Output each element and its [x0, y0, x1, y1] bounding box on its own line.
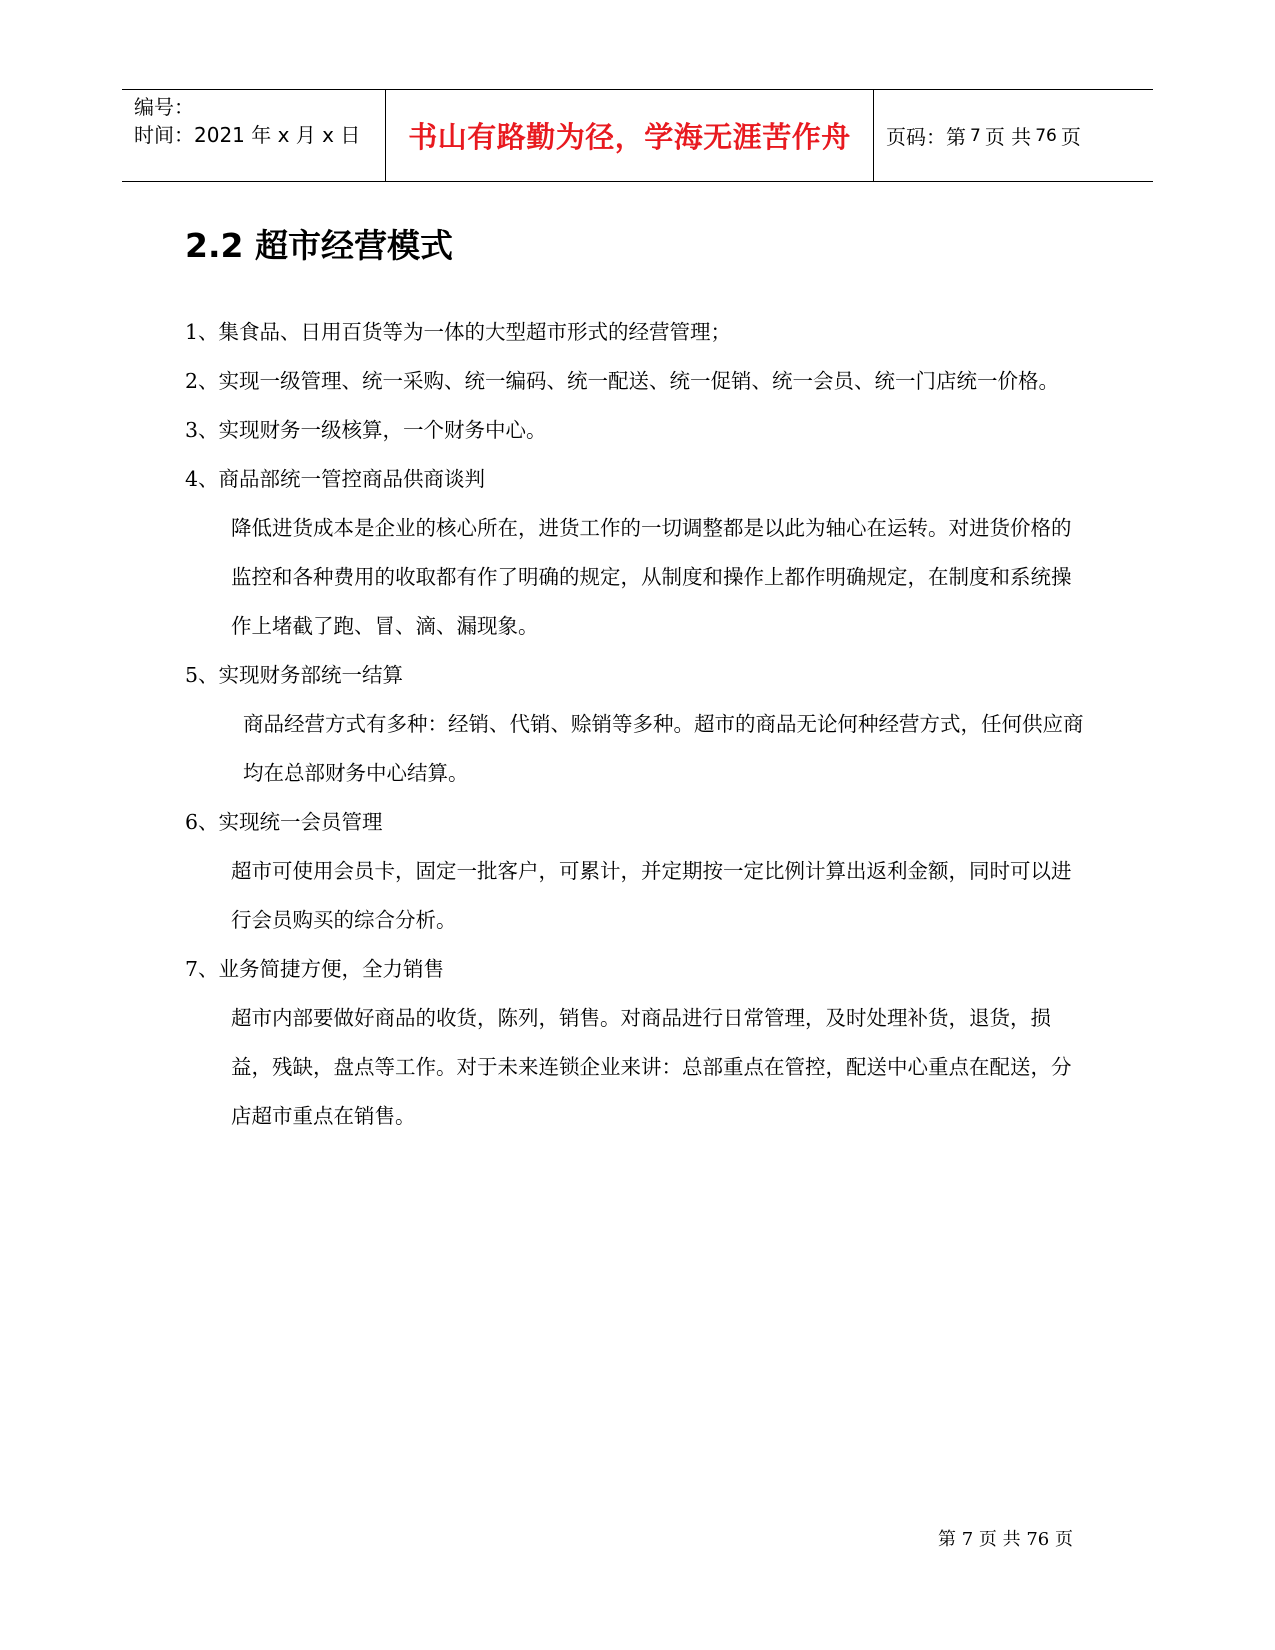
section-title: 2.2 超市经营模式	[185, 226, 453, 265]
header-page-info	[874, 90, 1153, 181]
header-left-cell	[122, 90, 386, 181]
motto: 书山有路勤为径，学海无涯苦作舟	[386, 90, 874, 181]
page-current: 7	[970, 125, 981, 146]
time-label: 时间：2021 年 x 月 x 日	[134, 123, 361, 147]
page-mid: 页 共	[984, 125, 1032, 149]
list-item: 7、业务简捷方便，全力销售	[185, 957, 445, 981]
item-paragraph: 超市可使用会员卡，固定一批客户，可累计，并定期按一定比例计算出返利金额，同时可以进行会员购买的综合分析。	[231, 859, 1072, 932]
section-content	[185, 308, 1090, 1141]
item-paragraph: 降低进货成本是企业的核心所在，进货工作的一切调整都是以此为轴心在运转。对进货价格的监控和各种费用的收取都有作了明确的规定，从制度和操作上都作明确规定，在制度和系统操作上堵截了跑、冒、滴、漏现象。	[231, 516, 1072, 638]
page-suffix: 页	[1060, 125, 1081, 149]
list-item: 3、实现财务一级核算，一个财务中心。	[185, 418, 547, 442]
number-label: 编号：	[134, 95, 194, 119]
list-item: 6、实现统一会员管理	[185, 810, 383, 834]
list-item: 1、集食品、日用百货等为一体的大型超市形式的经营管理；	[185, 320, 732, 344]
page-footer: 第 7 页 共 76 页	[938, 1529, 1073, 1550]
page-header	[122, 89, 1153, 182]
page-prefix: 页码：第	[886, 125, 966, 149]
item-paragraph: 商品经营方式有多种：经销、代销、赊销等多种。超市的商品无论何种经营方式，任何供应商均在总部财务中心结算。	[243, 712, 1084, 785]
list-item: 4、商品部统一管控商品供商谈判	[185, 467, 486, 491]
page-total: 76	[1035, 125, 1057, 146]
list-item: 5、实现财务部统一结算	[185, 663, 404, 687]
item-paragraph: 超市内部要做好商品的收货，陈列，销售。对商品进行日常管理，及时处理补货，退货，损益，残缺，盘点等工作。对于未来连锁企业来讲：总部重点在管控，配送中心重点在配送，分店超市重点在销售。	[231, 1006, 1072, 1128]
list-item: 2、实现一级管理、统一采购、统一编码、统一配送、统一促销、统一会员、统一门店统一价格。	[185, 369, 1060, 393]
